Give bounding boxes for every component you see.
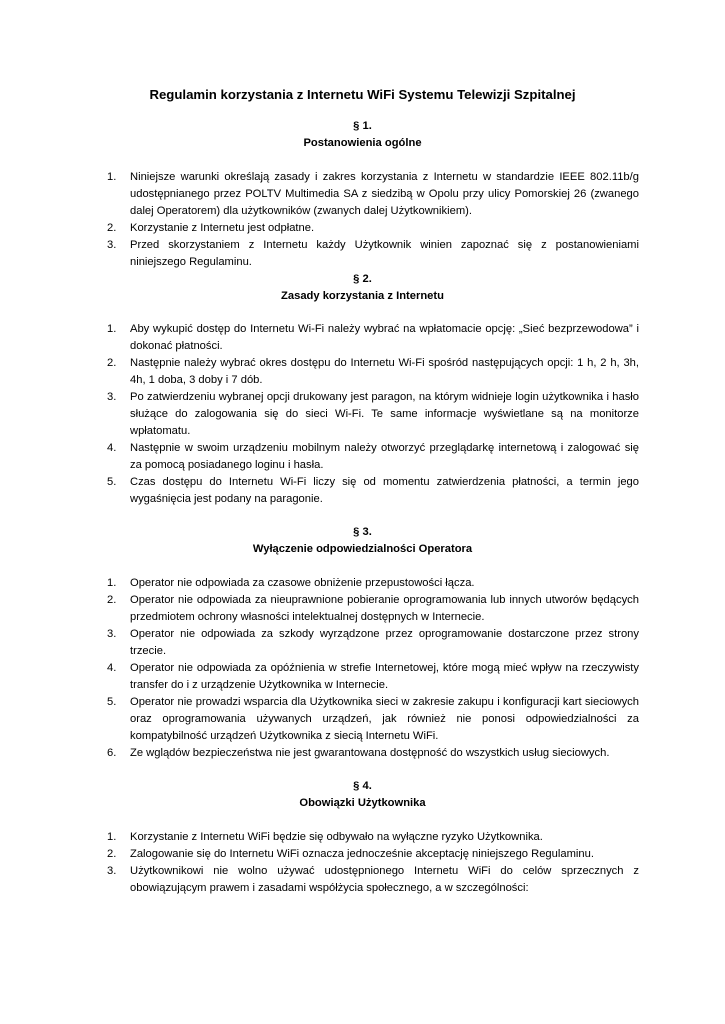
section-2-header	[0, 271, 725, 305]
list-item: 1. Korzystanie z Internetu WiFi będzie się odbywało na wyłączne ryzyko Użytkownika.	[107, 831, 543, 843]
section-number: § 2.	[353, 273, 372, 285]
list-item-text: Operator nie odpowiada za opóźnienia w strefie Internetowej, które mogą mieć wpływ na rzeczywisty transfer do i z urządzenie Użytkownika w Internecie.	[130, 662, 639, 691]
list-item-text: Ze wglądów bezpieczeństwa nie jest gwarantowana dostępność do wszystkich usług sieciowych.	[130, 747, 610, 759]
list-item-text: Operator nie prowadzi wsparcia dla Użytkownika sieci w zakresie zakupu i konfiguracji kart sieciowych oraz oprogramowania używanych urządzeń, jak również nie ponosi odpowiedzialności za kompatybilność urządzeń Użytkownika z siecią Internetu WiFi.	[130, 696, 639, 742]
list-item-text: Operator nie odpowiada za nieuprawnione pobieranie oprogramowania lub innych utworów będących przedmiotem ochrony własności intelektualnej dostępnych w Internecie.	[130, 594, 639, 623]
list-item: 1. Operator nie odpowiada za czasowe obniżenie przepustowości łącza.	[107, 577, 475, 589]
section-4-header	[0, 778, 725, 812]
list-item: 3. Operator nie odpowiada za szkody wyrządzone przez oprogramowanie dostarczone przez strony trzecie.	[107, 628, 639, 657]
section-2-list	[107, 321, 639, 508]
list-item-text: Przed skorzystaniem z Internetu każdy Użytkownik winien zapoznać się z postanowieniami niniejszego Regulaminu.	[130, 239, 639, 268]
list-item-text: Korzystanie z Internetu jest odpłatne.	[130, 222, 315, 234]
list-item-text: Po zatwierdzeniu wybranej opcji drukowany jest paragon, na którym widnieje login użytkownika i hasło służące do zalogowania się do sieci Wi-Fi. Te same informacje wyświetlane są na monitorze wpłatomatu.	[130, 391, 639, 437]
document-title: Regulamin korzystania z Internetu WiFi Systemu Telewizji Szpitalnej	[149, 87, 576, 102]
list-item-text: Niniejsze warunki określają zasady i zakres korzystania z Internetu w standardzie IEEE 802.11b/g udostępnianego przez POLTV Multimedia SA z siedzibą w Opolu przy ulicy Pomorskiej 26 (zwanego dalej Operatorem) dla użytkowników (zwanych dalej Użytkownikiem).	[130, 171, 639, 217]
list-item-text: Zalogowanie się do Internetu WiFi oznacza jednocześnie akceptację niniejszego Regulaminu.	[130, 848, 594, 860]
list-item: 1. Niniejsze warunki określają zasady i zakres korzystania z Internetu w standardzie IEEE 802.11b/g udostępnianego przez POLTV Multimedia SA z siedzibą w Opolu przy ulicy Pomorskiej 26 (zwanego dalej Operatorem) dla użytkowników (zwanych dalej Użytkownikiem).	[107, 171, 639, 217]
list-item: 3. Przed skorzystaniem z Internetu każdy Użytkownik winien zapoznać się z postanowieniami niniejszego Regulaminu.	[107, 239, 639, 268]
list-item: 4. Następnie w swoim urządzeniu mobilnym należy otworzyć przeglądarkę internetową i zalogować się za pomocą posiadanego loginu i hasła.	[107, 442, 639, 471]
list-item: 2. Korzystanie z Internetu jest odpłatne.	[107, 222, 315, 234]
list-item-text: Następnie w swoim urządzeniu mobilnym należy otworzyć przeglądarkę internetową i zalogować się za pomocą posiadanego loginu i hasła.	[130, 442, 639, 471]
list-item-text: Następnie należy wybrać okres dostępu do Internetu Wi-Fi spośród następujących opcji: 1 h, 2 h, 3h, 4h, 1 doba, 3 doby i 7 dób.	[130, 357, 639, 386]
list-item: 2. Operator nie odpowiada za nieuprawnione pobieranie oprogramowania lub innych utworów będących przedmiotem ochrony własności intelektualnej dostępnych w Internecie.	[107, 594, 639, 623]
section-3-header	[0, 524, 725, 558]
list-item-text: Czas dostępu do Internetu Wi-Fi liczy się od momentu zatwierdzenia płatności, a termin jego wygaśnięcia jest podany na paragonie.	[130, 476, 639, 505]
section-number: § 4.	[353, 780, 372, 792]
list-item: 2. Następnie należy wybrać okres dostępu do Internetu Wi-Fi spośród następujących opcji: 1 h, 2 h, 3h, 4h, 1 doba, 3 doby i 7 dób.	[107, 357, 639, 386]
list-item: 5. Operator nie prowadzi wsparcia dla Użytkownika sieci w zakresie zakupu i konfiguracji kart sieciowych oraz oprogramowania używanych urządzeń, jak również nie ponosi odpowiedzialności za kompatybilność urządzeń Użytkownika z siecią Internetu WiFi.	[107, 696, 639, 742]
list-item: 2. Zalogowanie się do Internetu WiFi oznacza jednocześnie akceptację niniejszego Regulaminu.	[107, 848, 594, 860]
list-item: 3. Po zatwierdzeniu wybranej opcji drukowany jest paragon, na którym widnieje login użytkownika i hasło służące do zalogowania się do sieci Wi-Fi. Te same informacje wyświetlane są na monitorze wpłatomatu.	[107, 391, 639, 437]
section-1-header	[0, 118, 725, 152]
section-heading: Postanowienia ogólne	[303, 137, 422, 149]
section-heading: Zasady korzystania z Internetu	[281, 290, 444, 302]
section-4-list	[107, 829, 639, 897]
section-number: § 1.	[353, 120, 372, 132]
list-item: 4. Operator nie odpowiada za opóźnienia w strefie Internetowej, które mogą mieć wpływ na rzeczywisty transfer do i z urządzenie Użytkownika w Internecie.	[107, 662, 639, 691]
section-heading: Obowiązki Użytkownika	[299, 797, 426, 809]
section-heading: Wyłączenie odpowiedzialności Operatora	[252, 543, 473, 555]
section-number: § 3.	[353, 526, 372, 538]
list-item: 5. Czas dostępu do Internetu Wi-Fi liczy się od momentu zatwierdzenia płatności, a termin jego wygaśnięcia jest podany na paragonie.	[107, 476, 639, 505]
list-item: 1. Aby wykupić dostęp do Internetu Wi-Fi należy wybrać na wpłatomacie opcję: „Sieć bezprzewodowa” i dokonać płatności.	[107, 323, 639, 352]
list-item-text: Operator nie odpowiada za czasowe obniżenie przepustowości łącza.	[130, 577, 475, 589]
list-item-text: Aby wykupić dostęp do Internetu Wi-Fi należy wybrać na wpłatomacie opcję: „Sieć bezprzewodowa” i dokonać płatności.	[130, 323, 639, 352]
list-item: 6. Ze wglądów bezpieczeństwa nie jest gwarantowana dostępność do wszystkich usług sieciowych.	[107, 747, 610, 759]
list-item: 3. Użytkownikowi nie wolno używać udostępnionego Internetu WiFi do celów sprzecznych z obowiązującym prawem i zasadami współżycia społecznego, a w szczególności:	[107, 865, 639, 894]
list-item-text: Operator nie odpowiada za szkody wyrządzone przez oprogramowanie dostarczone przez strony trzecie.	[130, 628, 639, 657]
list-item-text: Korzystanie z Internetu WiFi będzie się odbywało na wyłączne ryzyko Użytkownika.	[130, 831, 543, 843]
section-1-list	[107, 169, 639, 271]
section-3-list	[107, 575, 639, 762]
list-item-text: Użytkownikowi nie wolno używać udostępnionego Internetu WiFi do celów sprzecznych z obowiązującym prawem i zasadami współżycia społecznego, a w szczególności:	[130, 865, 639, 894]
